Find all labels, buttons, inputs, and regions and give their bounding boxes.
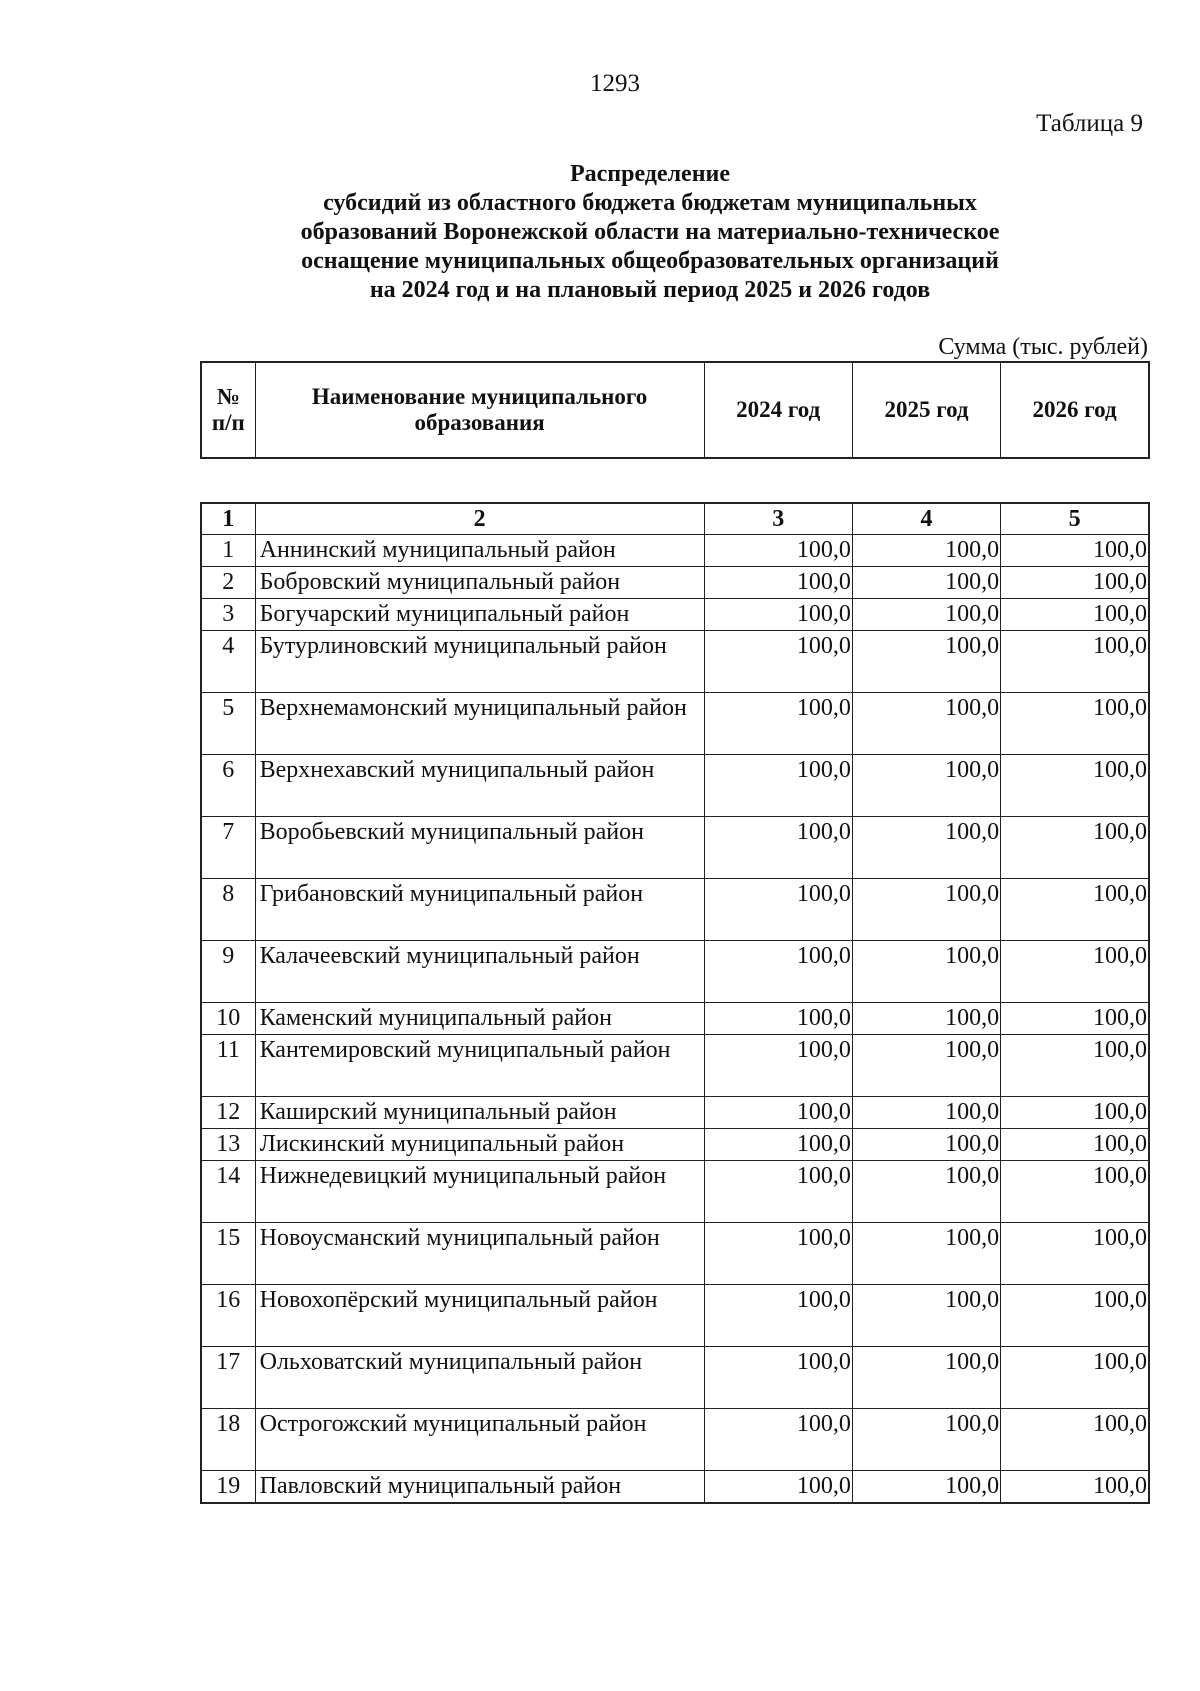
row-value-2026: 100,0 (1001, 817, 1149, 879)
units-label: Сумма (тыс. рублей) (938, 334, 1148, 360)
row-value-2025: 100,0 (852, 535, 1000, 567)
row-number: 13 (201, 1129, 255, 1161)
row-name: Воробьевский муниципальный район (255, 817, 704, 879)
table-row (201, 631, 1149, 693)
row-value-2025: 100,0 (852, 1097, 1000, 1129)
row-value-2026: 100,0 (1001, 567, 1149, 599)
row-value-2024: 100,0 (704, 1035, 852, 1097)
row-value-2025: 100,0 (852, 879, 1000, 941)
title-line: Распределение (569, 161, 731, 187)
page-number: 1293 (590, 70, 640, 97)
row-value-2024: 100,0 (704, 1223, 852, 1285)
row-value-2024: 100,0 (704, 1097, 852, 1129)
row-name: Бутурлиновский муниципальный район (255, 631, 704, 693)
table-row (201, 879, 1149, 941)
row-name: Острогожский муниципальный район (255, 1409, 704, 1471)
table-row (201, 1471, 1149, 1504)
header-row (201, 362, 1149, 458)
row-name: Павловский муниципальный район (255, 1471, 704, 1504)
row-number: 6 (201, 755, 255, 817)
table-row (201, 1285, 1149, 1347)
row-value-2025: 100,0 (852, 1471, 1000, 1504)
row-value-2026: 100,0 (1001, 631, 1149, 693)
column-index: 4 (852, 503, 1000, 535)
row-name: Верхнемамонский муниципальный район (255, 693, 704, 755)
title-line: на 2024 год и на плановый период 2025 и 2026 годов (369, 277, 931, 303)
row-number: 8 (201, 879, 255, 941)
row-number: 11 (201, 1035, 255, 1097)
table-row (201, 941, 1149, 1003)
row-value-2024: 100,0 (704, 535, 852, 567)
row-name: Лискинский муниципальный район (255, 1129, 704, 1161)
row-value-2026: 100,0 (1001, 1347, 1149, 1409)
column-index: 1 (201, 503, 255, 535)
row-value-2025: 100,0 (852, 1003, 1000, 1035)
row-value-2024: 100,0 (704, 941, 852, 1003)
row-number: 18 (201, 1409, 255, 1471)
header-2024: 2024 год (704, 362, 852, 458)
row-value-2024: 100,0 (704, 567, 852, 599)
row-name: Новоусманский муниципальный район (255, 1223, 704, 1285)
row-value-2026: 100,0 (1001, 1003, 1149, 1035)
row-value-2024: 100,0 (704, 693, 852, 755)
subsidy-table (200, 502, 1150, 1504)
row-name: Каменский муниципальный район (255, 1003, 704, 1035)
row-number: 17 (201, 1347, 255, 1409)
row-value-2025: 100,0 (852, 1035, 1000, 1097)
row-name: Каширский муниципальный район (255, 1097, 704, 1129)
row-value-2025: 100,0 (852, 755, 1000, 817)
row-value-2026: 100,0 (1001, 599, 1149, 631)
row-value-2024: 100,0 (704, 879, 852, 941)
row-number: 7 (201, 817, 255, 879)
row-value-2025: 100,0 (852, 1347, 1000, 1409)
table-row (201, 1223, 1149, 1285)
row-value-2025: 100,0 (852, 631, 1000, 693)
table-row (201, 817, 1149, 879)
header-name: Наименование муниципального образования (255, 362, 704, 458)
row-value-2024: 100,0 (704, 1347, 852, 1409)
row-value-2025: 100,0 (852, 599, 1000, 631)
column-index: 2 (255, 503, 704, 535)
table-row (201, 1129, 1149, 1161)
row-value-2025: 100,0 (852, 1285, 1000, 1347)
title-line: субсидий из областного бюджета бюджетам муниципальных (323, 190, 977, 216)
table-header (200, 361, 1150, 459)
row-value-2024: 100,0 (704, 1003, 852, 1035)
row-value-2024: 100,0 (704, 631, 852, 693)
row-number: 9 (201, 941, 255, 1003)
table-body (201, 503, 1149, 1503)
row-name: Верхнехавский муниципальный район (255, 755, 704, 817)
row-value-2024: 100,0 (704, 1129, 852, 1161)
row-name: Новохопёрский муниципальный район (255, 1285, 704, 1347)
row-name: Нижнедевицкий муниципальный район (255, 1161, 704, 1223)
table-label: Таблица 9 (1036, 110, 1143, 137)
table-row (201, 599, 1149, 631)
row-name: Калачеевский муниципальный район (255, 941, 704, 1003)
table-row (201, 755, 1149, 817)
row-number: 14 (201, 1161, 255, 1223)
row-number: 1 (201, 535, 255, 567)
row-value-2025: 100,0 (852, 817, 1000, 879)
row-number: 19 (201, 1471, 255, 1504)
column-index-row (201, 503, 1149, 535)
row-number: 5 (201, 693, 255, 755)
row-value-2026: 100,0 (1001, 1471, 1149, 1504)
row-value-2024: 100,0 (704, 1285, 852, 1347)
row-value-2024: 100,0 (704, 817, 852, 879)
table-row (201, 567, 1149, 599)
column-index: 3 (704, 503, 852, 535)
row-value-2026: 100,0 (1001, 1285, 1149, 1347)
header-2025: 2025 год (852, 362, 1000, 458)
table-row (201, 1161, 1149, 1223)
row-value-2026: 100,0 (1001, 1097, 1149, 1129)
table-row (201, 1347, 1149, 1409)
row-value-2026: 100,0 (1001, 1409, 1149, 1471)
row-value-2025: 100,0 (852, 1161, 1000, 1223)
row-value-2026: 100,0 (1001, 1161, 1149, 1223)
row-value-2026: 100,0 (1001, 941, 1149, 1003)
title-line: образований Воронежской области на материально-техническое (300, 219, 1000, 245)
row-number: 16 (201, 1285, 255, 1347)
row-value-2024: 100,0 (704, 599, 852, 631)
row-value-2025: 100,0 (852, 1409, 1000, 1471)
row-number: 4 (201, 631, 255, 693)
row-number: 15 (201, 1223, 255, 1285)
document-title (200, 160, 1100, 305)
table-row (201, 1097, 1149, 1129)
row-value-2025: 100,0 (852, 1129, 1000, 1161)
table-row (201, 1035, 1149, 1097)
row-value-2026: 100,0 (1001, 1129, 1149, 1161)
row-number: 2 (201, 567, 255, 599)
row-value-2024: 100,0 (704, 1471, 852, 1504)
row-name: Ольховатский муниципальный район (255, 1347, 704, 1409)
table-row (201, 1003, 1149, 1035)
row-value-2025: 100,0 (852, 1223, 1000, 1285)
row-number: 10 (201, 1003, 255, 1035)
row-value-2026: 100,0 (1001, 1035, 1149, 1097)
column-index: 5 (1001, 503, 1149, 535)
row-value-2026: 100,0 (1001, 755, 1149, 817)
table-row (201, 693, 1149, 755)
header-num: № п/п (201, 362, 255, 458)
table-row (201, 1409, 1149, 1471)
row-name: Бобровский муниципальный район (255, 567, 704, 599)
row-value-2024: 100,0 (704, 755, 852, 817)
table-row (201, 535, 1149, 567)
row-value-2026: 100,0 (1001, 879, 1149, 941)
row-name: Грибановский муниципальный район (255, 879, 704, 941)
row-value-2025: 100,0 (852, 941, 1000, 1003)
row-value-2026: 100,0 (1001, 1223, 1149, 1285)
row-value-2024: 100,0 (704, 1161, 852, 1223)
row-value-2025: 100,0 (852, 567, 1000, 599)
row-number: 12 (201, 1097, 255, 1129)
row-value-2025: 100,0 (852, 693, 1000, 755)
row-name: Богучарский муниципальный район (255, 599, 704, 631)
header-2026: 2026 год (1001, 362, 1149, 458)
row-name: Кантемировский муниципальный район (255, 1035, 704, 1097)
row-value-2026: 100,0 (1001, 535, 1149, 567)
row-value-2026: 100,0 (1001, 693, 1149, 755)
title-line: оснащение муниципальных общеобразовательных организаций (301, 248, 999, 274)
row-name: Аннинский муниципальный район (255, 535, 704, 567)
row-number: 3 (201, 599, 255, 631)
row-value-2024: 100,0 (704, 1409, 852, 1471)
